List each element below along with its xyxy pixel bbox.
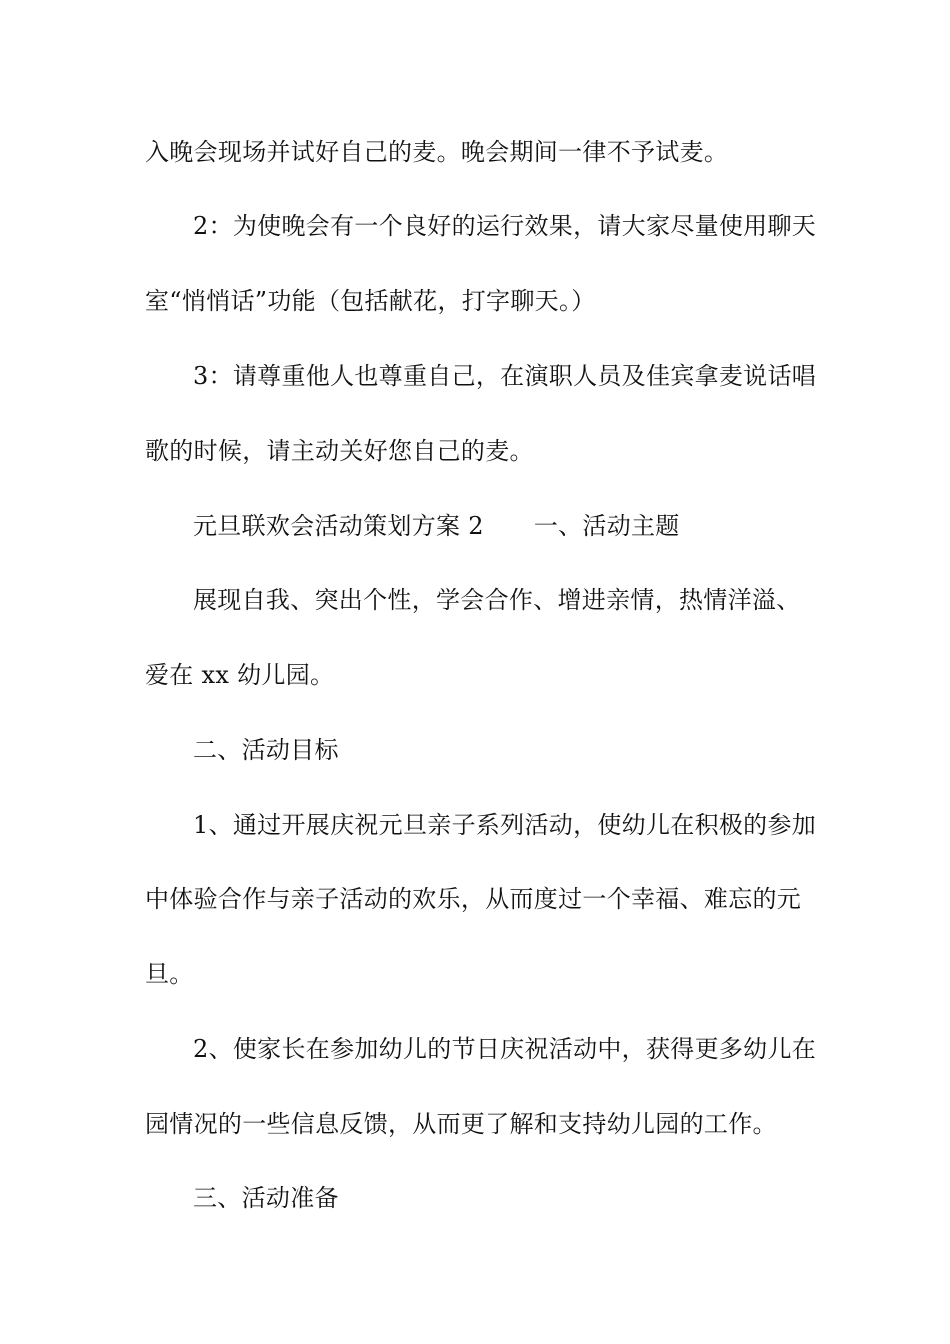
paragraph-line: 室“悄悄话”功能（包括献花，打字聊天。） <box>145 287 596 315</box>
paragraph-line: 1、通过开展庆祝元旦亲子系列活动，使幼儿在积极的参加 <box>193 811 817 839</box>
paragraph-line: 入晚会现场并试好自己的麦。晚会期间一律不予试麦。 <box>145 138 729 166</box>
paragraph-line: 3：请尊重他人也尊重自己，在演职人员及佳宾拿麦说话唱 <box>193 362 817 390</box>
paragraph-line: 园情况的一些信息反馈，从而更了解和支持幼儿园的工作。 <box>145 1110 777 1138</box>
plan-title: 元旦联欢会活动策划方案 2 <box>193 512 484 540</box>
paragraph-line: 展现自我、突出个性，学会合作、增进亲情，热情洋溢、 <box>193 586 801 614</box>
paragraph-line: 旦。 <box>145 960 194 988</box>
paragraph-line: 爱在 xx 幼儿园。 <box>145 661 335 689</box>
paragraph-line: 2：为使晚会有一个良好的运行效果，请大家尽量使用聊天 <box>193 212 817 240</box>
heading-activity-theme: 一、活动主题 <box>533 512 680 540</box>
heading-activity-preparation: 三、活动准备 <box>193 1184 339 1212</box>
paragraph-line: 2、使家长在参加幼儿的节日庆祝活动中，获得更多幼儿在 <box>193 1035 817 1063</box>
heading-activity-goals: 二、活动目标 <box>193 736 339 764</box>
paragraph-line: 中体验合作与亲子活动的欢乐，从而度过一个幸福、难忘的元 <box>145 885 802 913</box>
section-heading-line <box>193 511 680 541</box>
paragraph-line: 歌的时候，请主动关好您自己的麦。 <box>145 437 534 465</box>
